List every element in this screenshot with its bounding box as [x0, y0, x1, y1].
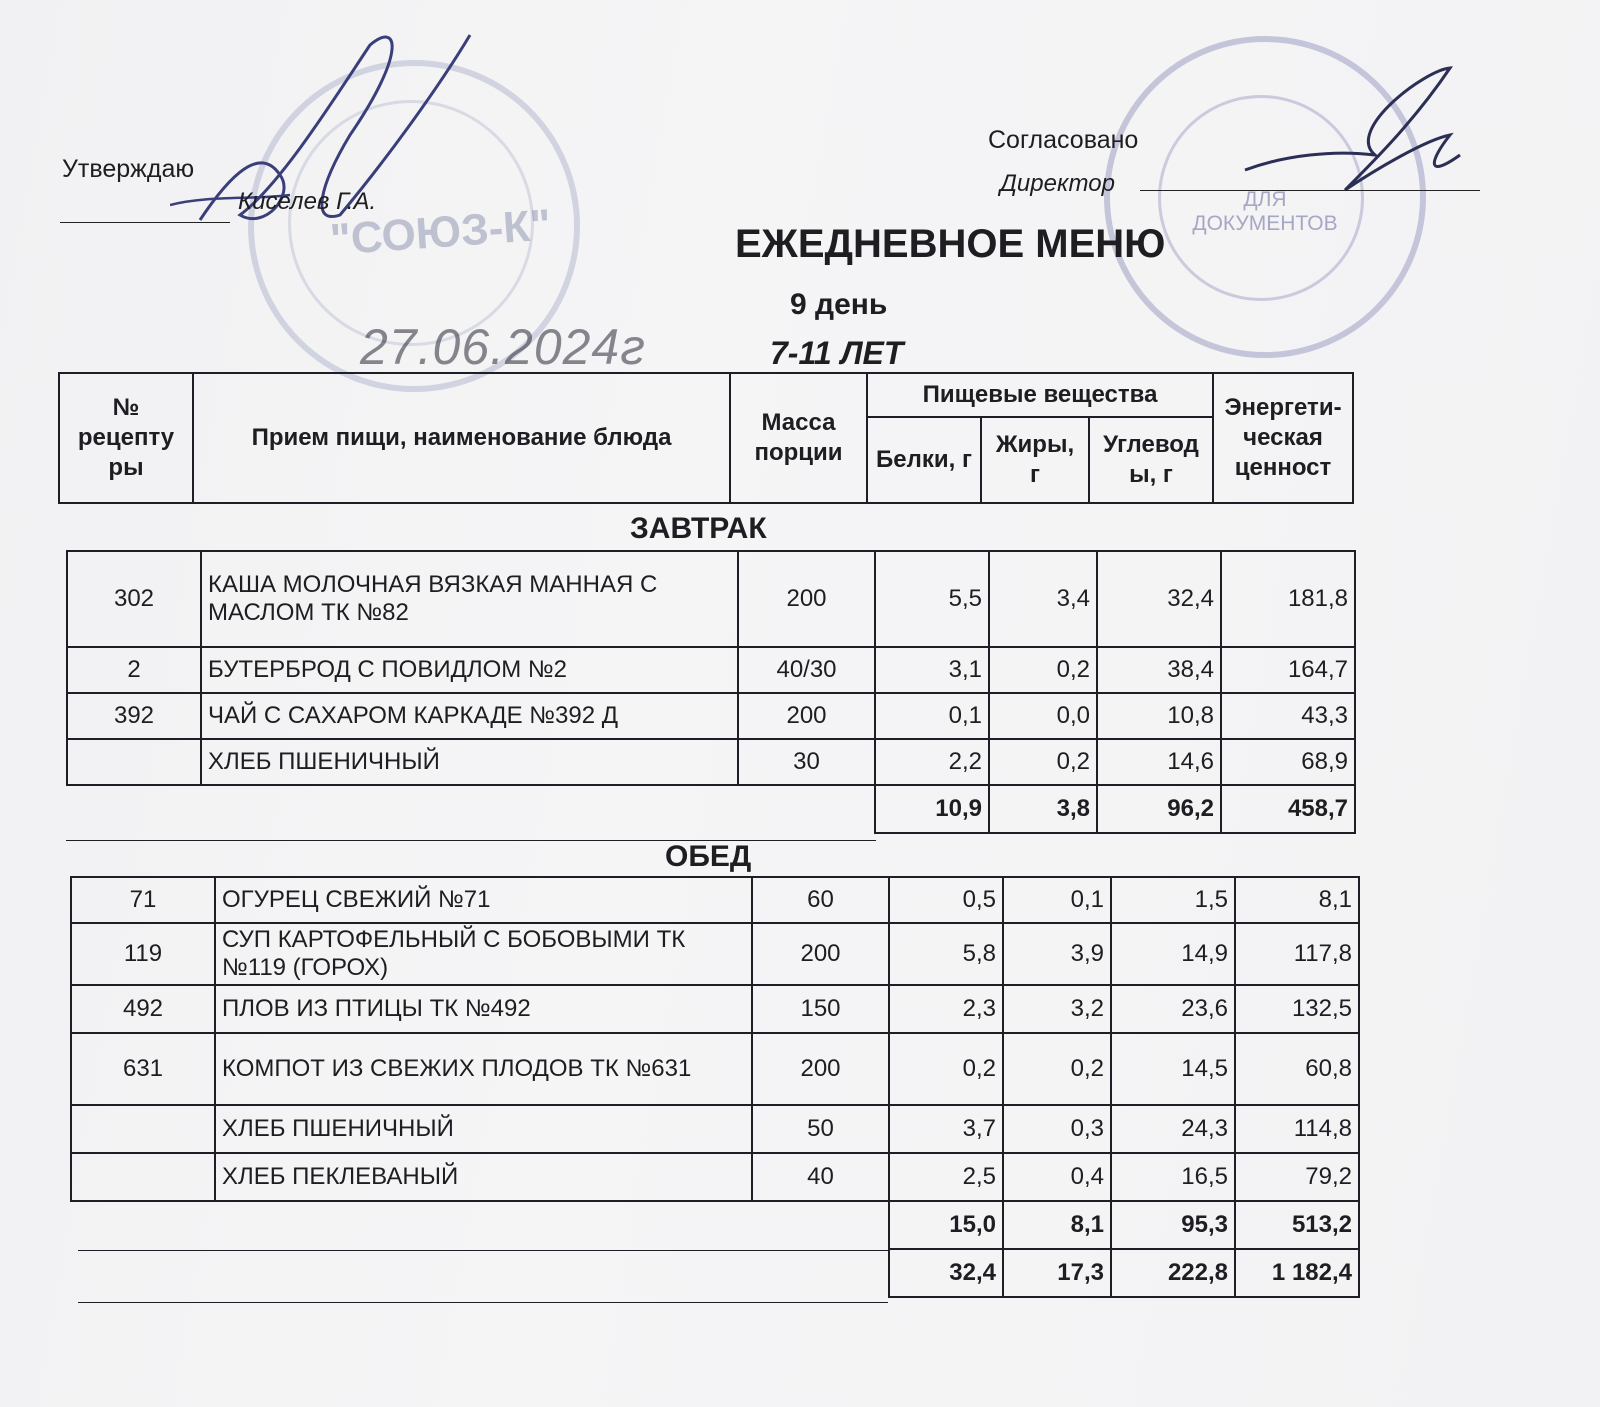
protein-cell: 0,5	[889, 877, 1003, 923]
fat-cell: 0,4	[1003, 1153, 1111, 1201]
total-energy-cell: 458,7	[1221, 785, 1355, 833]
fat-cell: 0,2	[989, 647, 1097, 693]
breakfast-row	[67, 739, 1355, 785]
breakfast-row	[67, 647, 1355, 693]
carbs-cell: 14,5	[1111, 1033, 1235, 1105]
protein-cell: 5,5	[875, 551, 989, 647]
carbs-cell: 1,5	[1111, 877, 1235, 923]
lunch-row	[71, 877, 1359, 923]
signature-director-icon	[1225, 60, 1485, 210]
mass-cell: 60	[752, 877, 889, 923]
breakfast-total-row	[67, 785, 1355, 833]
breakfast-separator-line	[66, 840, 876, 841]
dish-name-cell: ХЛЕБ ПЕКЛЕВАНЫЙ	[215, 1153, 752, 1201]
signature-approver-icon	[170, 25, 500, 255]
total-blank-cell	[71, 1201, 889, 1249]
total-carbs-cell: 222,8	[1111, 1249, 1235, 1297]
carbs-cell: 23,6	[1111, 985, 1235, 1033]
total-energy-cell: 513,2	[1235, 1201, 1359, 1249]
fat-cell: 3,4	[989, 551, 1097, 647]
total-fat-cell: 17,3	[1003, 1249, 1111, 1297]
fat-cell: 3,9	[1003, 923, 1111, 985]
approver-name: Киселев Г.А.	[238, 188, 377, 215]
carbs-cell: 16,5	[1111, 1153, 1235, 1201]
header-nutrients: Пищевые вещества	[867, 373, 1213, 417]
protein-cell: 2,2	[875, 739, 989, 785]
total-blank-cell	[71, 1249, 889, 1297]
lunch-row	[71, 1153, 1359, 1201]
protein-cell: 2,5	[889, 1153, 1003, 1201]
total-energy-cell: 1 182,4	[1235, 1249, 1359, 1297]
mass-cell: 200	[752, 923, 889, 985]
total-carbs-cell: 95,3	[1111, 1201, 1235, 1249]
energy-cell: 181,8	[1221, 551, 1355, 647]
dish-name-cell: ХЛЕБ ПШЕНИЧНЫЙ	[215, 1105, 752, 1153]
header-fat: Жиры, г	[981, 417, 1089, 503]
header-carbs: Углевод ы, г	[1089, 417, 1213, 503]
dish-name-cell: ЧАЙ С САХАРОМ КАРКАДЕ №392 Д	[201, 693, 738, 739]
document-title: ЕЖЕДНЕВНОЕ МЕНЮ	[735, 222, 1166, 266]
recipe-no-cell: 119	[71, 923, 215, 985]
total-fat-cell: 3,8	[989, 785, 1097, 833]
carbs-cell: 38,4	[1097, 647, 1221, 693]
protein-cell: 3,7	[889, 1105, 1003, 1153]
recipe-no-cell: 71	[71, 877, 215, 923]
fat-cell: 0,0	[989, 693, 1097, 739]
fat-cell: 0,1	[1003, 877, 1111, 923]
carbs-cell: 10,8	[1097, 693, 1221, 739]
recipe-no-cell: 631	[71, 1033, 215, 1105]
approve-label: Утверждаю	[62, 155, 195, 183]
energy-cell: 43,3	[1221, 693, 1355, 739]
mass-cell: 40	[752, 1153, 889, 1201]
lunch-section-title: ОБЕД	[665, 840, 752, 873]
mass-cell: 150	[752, 985, 889, 1033]
recipe-no-cell	[71, 1153, 215, 1201]
mass-cell: 200	[738, 693, 875, 739]
protein-cell: 3,1	[875, 647, 989, 693]
stamp-right-text: ДЛЯ ДОКУМЕНТОВ	[1192, 188, 1338, 235]
energy-cell: 164,7	[1221, 647, 1355, 693]
fat-cell: 3,2	[1003, 985, 1111, 1033]
energy-cell: 117,8	[1235, 923, 1359, 985]
total-protein-cell: 15,0	[889, 1201, 1003, 1249]
breakfast-section-title: ЗАВТРАК	[630, 512, 767, 545]
breakfast-table	[66, 550, 1356, 834]
menu-day: 9 день	[790, 288, 888, 321]
header-energy: Энергети- ческая ценност	[1213, 373, 1353, 503]
lunch-row	[71, 1033, 1359, 1105]
breakfast-row	[67, 551, 1355, 647]
mass-cell: 30	[738, 739, 875, 785]
total-blank-cell	[67, 785, 875, 833]
carbs-cell: 32,4	[1097, 551, 1221, 647]
mass-cell: 200	[752, 1033, 889, 1105]
total-protein-cell: 10,9	[875, 785, 989, 833]
protein-cell: 2,3	[889, 985, 1003, 1033]
approve-signature-line	[60, 222, 230, 223]
dish-name-cell: КАША МОЛОЧНАЯ ВЯЗКАЯ МАННАЯ С МАСЛОМ ТК №82	[201, 551, 738, 647]
total-fat-cell: 8,1	[1003, 1201, 1111, 1249]
protein-cell: 5,8	[889, 923, 1003, 985]
mass-cell: 40/30	[738, 647, 875, 693]
dish-name-cell: КОМПОТ ИЗ СВЕЖИХ ПЛОДОВ ТК №631	[215, 1033, 752, 1105]
energy-cell: 68,9	[1221, 739, 1355, 785]
lunch-table	[70, 876, 1360, 1298]
dish-name-cell: ХЛЕБ ПШЕНИЧНЫЙ	[201, 739, 738, 785]
recipe-no-cell: 492	[71, 985, 215, 1033]
recipe-no-cell	[71, 1105, 215, 1153]
total-carbs-cell: 96,2	[1097, 785, 1221, 833]
handwritten-date: 27.06.2024г	[360, 319, 646, 375]
carbs-cell: 14,6	[1097, 739, 1221, 785]
energy-cell: 8,1	[1235, 877, 1359, 923]
recipe-no-cell	[67, 739, 201, 785]
lunch-separator-line	[78, 1250, 888, 1251]
header-dish: Прием пищи, наименование блюда	[193, 373, 730, 503]
dish-name-cell: ОГУРЕЦ СВЕЖИЙ №71	[215, 877, 752, 923]
grand-total-separator-line	[78, 1302, 888, 1303]
director-signature-line	[1140, 190, 1480, 191]
breakfast-row	[67, 693, 1355, 739]
mass-cell: 200	[738, 551, 875, 647]
carbs-cell: 14,9	[1111, 923, 1235, 985]
mass-cell: 50	[752, 1105, 889, 1153]
recipe-no-cell: 302	[67, 551, 201, 647]
energy-cell: 114,8	[1235, 1105, 1359, 1153]
total-protein-cell: 32,4	[889, 1249, 1003, 1297]
energy-cell: 132,5	[1235, 985, 1359, 1033]
recipe-no-cell: 392	[67, 693, 201, 739]
energy-cell: 60,8	[1235, 1033, 1359, 1105]
header-mass: Масса порции	[730, 373, 867, 503]
director-label: Директор	[1000, 170, 1115, 197]
dish-name-cell: СУП КАРТОФЕЛЬНЫЙ С БОБОВЫМИ ТК №119 (ГОРОХ)	[215, 923, 752, 985]
protein-cell: 0,2	[889, 1033, 1003, 1105]
fat-cell: 0,2	[989, 739, 1097, 785]
header-protein: Белки, г	[867, 417, 981, 503]
header-recipe-no: № рецепту ры	[59, 373, 193, 503]
lunch-row	[71, 985, 1359, 1033]
energy-cell: 79,2	[1235, 1153, 1359, 1201]
recipe-no-cell: 2	[67, 647, 201, 693]
lunch-row	[71, 1105, 1359, 1153]
lunch-row	[71, 923, 1359, 985]
dish-name-cell: ПЛОВ ИЗ ПТИЦЫ ТК №492	[215, 985, 752, 1033]
agreed-label: Согласовано	[988, 126, 1139, 154]
lunch-total-row	[71, 1201, 1359, 1249]
dish-name-cell: БУТЕРБРОД С ПОВИДЛОМ №2	[201, 647, 738, 693]
fat-cell: 0,2	[1003, 1033, 1111, 1105]
stamp-left-text: "СОЮЗ-К"	[328, 200, 553, 265]
protein-cell: 0,1	[875, 693, 989, 739]
carbs-cell: 24,3	[1111, 1105, 1235, 1153]
menu-header-table	[58, 372, 1354, 504]
fat-cell: 0,3	[1003, 1105, 1111, 1153]
age-group: 7-11 ЛЕТ	[770, 335, 904, 371]
grand-total-row	[71, 1249, 1359, 1297]
